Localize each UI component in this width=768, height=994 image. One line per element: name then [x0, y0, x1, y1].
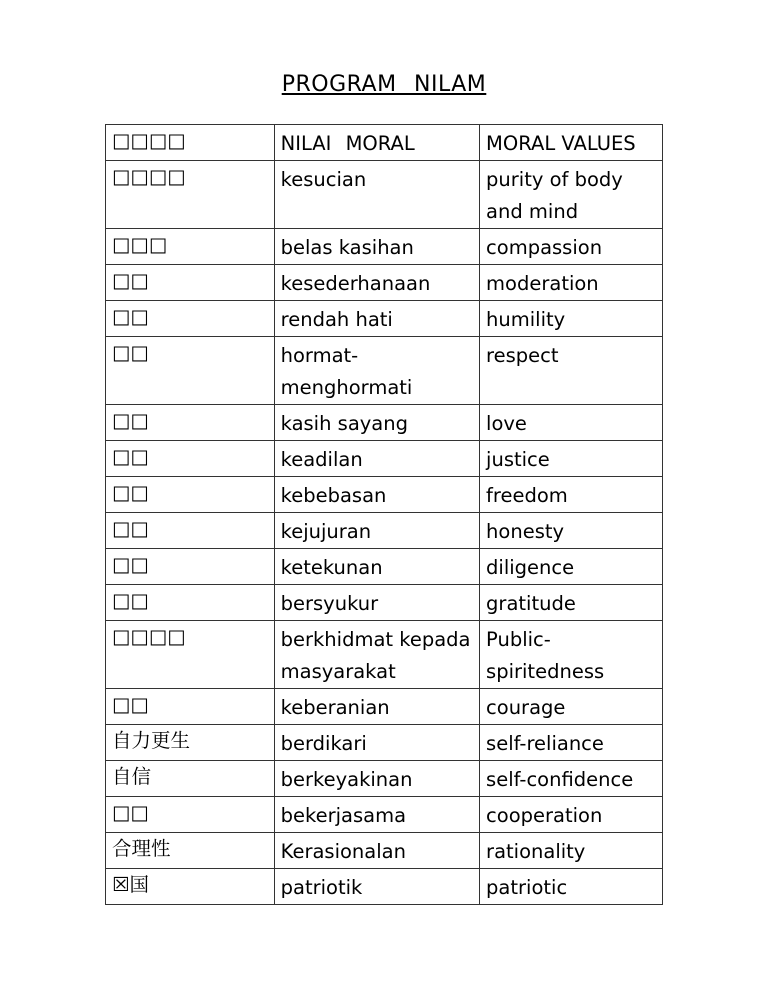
header-moral-values: MORAL VALUES: [480, 125, 663, 161]
chinese-term: □□: [106, 301, 275, 337]
header-nilai-moral: NILAI MORAL: [274, 125, 479, 161]
chinese-term: □□□□: [106, 161, 275, 229]
table-row: [106, 337, 663, 405]
english-term: courage: [480, 689, 663, 725]
page-title: PROGRAM NILAM: [281, 72, 487, 97]
table-row: [106, 477, 663, 513]
english-term: moderation: [480, 265, 663, 301]
table-row: [106, 405, 663, 441]
malay-term: kebebasan: [274, 477, 479, 513]
table-row: [106, 585, 663, 621]
values-table: [105, 124, 663, 905]
malay-term: keberanian: [274, 689, 479, 725]
table-row: [106, 869, 663, 905]
english-term: diligence: [480, 549, 663, 585]
chinese-term: □□: [106, 585, 275, 621]
chinese-term: □□: [106, 265, 275, 301]
chinese-term: □□: [106, 337, 275, 405]
english-term: cooperation: [480, 797, 663, 833]
table-body: [106, 161, 663, 905]
malay-term: rendah hati: [274, 301, 479, 337]
table-row: [106, 549, 663, 585]
english-term: honesty: [480, 513, 663, 549]
malay-term: belas kasihan: [274, 229, 479, 265]
table-row: [106, 301, 663, 337]
chinese-term: ☒国: [106, 869, 275, 905]
chinese-term: □□: [106, 405, 275, 441]
english-term: self-confidence: [480, 761, 663, 797]
table-row: [106, 833, 663, 869]
english-term: gratitude: [480, 585, 663, 621]
malay-term: ketekunan: [274, 549, 479, 585]
malay-term: keadilan: [274, 441, 479, 477]
english-term: purity of body and mind: [480, 161, 663, 229]
chinese-term: 自力更生: [106, 725, 275, 761]
chinese-term: □□: [106, 477, 275, 513]
malay-term: Kerasionalan: [274, 833, 479, 869]
chinese-term: 自信: [106, 761, 275, 797]
malay-term: hormat-menghormati: [274, 337, 479, 405]
malay-term: berdikari: [274, 725, 479, 761]
english-term: rationality: [480, 833, 663, 869]
table-row: [106, 229, 663, 265]
malay-term: kesucian: [274, 161, 479, 229]
chinese-term: □□□□: [106, 621, 275, 689]
table-row: [106, 621, 663, 689]
english-term: justice: [480, 441, 663, 477]
malay-term: berkhidmat kepada masyarakat: [274, 621, 479, 689]
malay-term: berkeyakinan: [274, 761, 479, 797]
chinese-term: □□: [106, 441, 275, 477]
table-row: [106, 689, 663, 725]
english-term: Public-spiritedness: [480, 621, 663, 689]
english-term: patriotic: [480, 869, 663, 905]
header-col1: □□□□: [106, 125, 275, 161]
malay-term: patriotik: [274, 869, 479, 905]
malay-term: bersyukur: [274, 585, 479, 621]
chinese-term: □□: [106, 797, 275, 833]
table-row: [106, 441, 663, 477]
chinese-term: 合理性: [106, 833, 275, 869]
english-term: respect: [480, 337, 663, 405]
chinese-term: □□: [106, 549, 275, 585]
chinese-term: □□□: [106, 229, 275, 265]
english-term: love: [480, 405, 663, 441]
table-row: [106, 725, 663, 761]
table-row: [106, 161, 663, 229]
table-row: [106, 797, 663, 833]
table-header-row: [106, 125, 663, 161]
table-row: [106, 513, 663, 549]
english-term: freedom: [480, 477, 663, 513]
table-row: [106, 761, 663, 797]
table-row: [106, 265, 663, 301]
english-term: self-reliance: [480, 725, 663, 761]
malay-term: kejujuran: [274, 513, 479, 549]
chinese-term: □□: [106, 689, 275, 725]
english-term: compassion: [480, 229, 663, 265]
english-term: humility: [480, 301, 663, 337]
chinese-term: □□: [106, 513, 275, 549]
malay-term: kasih sayang: [274, 405, 479, 441]
malay-term: kesederhanaan: [274, 265, 479, 301]
malay-term: bekerjasama: [274, 797, 479, 833]
